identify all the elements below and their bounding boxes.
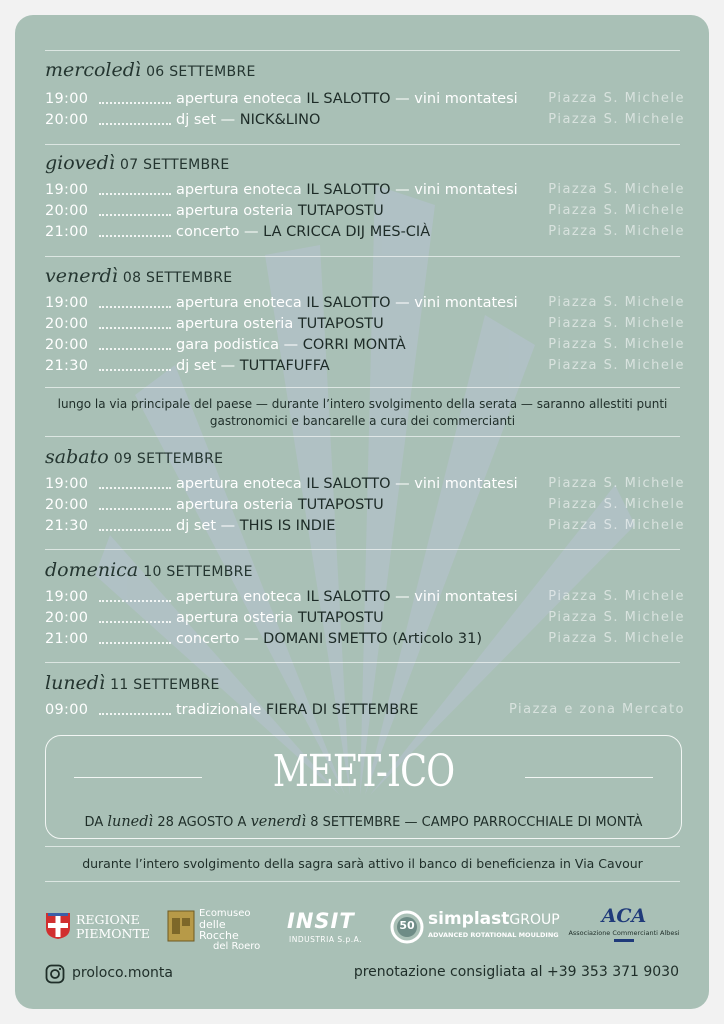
day-name: giovedì <box>45 152 115 174</box>
event-time: 20:00 <box>45 337 89 353</box>
event-location: Piazza S. Michele <box>548 295 685 310</box>
day-name: mercoledì <box>45 59 141 81</box>
dotted-leader <box>99 369 171 371</box>
aca-logo: ACA Associazione Commercianti Albesi <box>568 907 680 947</box>
meetico-title: MEET-ICO <box>272 746 455 797</box>
simplast-group-logo: 50 simplastGROUP ADVANCED ROTATIONAL MOULDING <box>390 907 540 947</box>
event-location: Piazza S. Michele <box>548 91 685 106</box>
event-desc: apertura osteria <box>176 497 298 513</box>
event-time: 21:00 <box>45 631 89 647</box>
event-desc: concerto — <box>176 631 264 647</box>
divider <box>45 256 680 257</box>
event-location: Piazza S. Michele <box>548 358 685 373</box>
event-time: 09:00 <box>45 702 89 718</box>
event-location: Piazza S. Michele <box>548 631 685 646</box>
booking-phone: prenotazione consigliata al +39 353 371 9030 <box>353 964 679 980</box>
event-location: Piazza S. Michele <box>548 476 685 491</box>
divider <box>45 662 680 663</box>
event-location: Piazza S. Michele <box>548 337 685 352</box>
dotted-leader <box>99 713 171 715</box>
event-time: 21:30 <box>45 358 89 374</box>
event-desc: apertura osteria <box>176 203 298 219</box>
day-date: 09 SETTEMBRE <box>113 451 224 467</box>
event-location: Piazza e zona Mercato <box>508 702 685 717</box>
event-location: Piazza S. Michele <box>548 316 685 331</box>
event-time: 19:00 <box>45 295 89 311</box>
event-highlight: DOMANI SMETTO (Articolo 31) <box>263 631 482 647</box>
event-time: 21:00 <box>45 224 89 240</box>
event-time: 19:00 <box>45 476 89 492</box>
street-food-note: lungo la via principale del paese — durante l’intero svolgimento della serata — saranno allestiti punti gastronomici e bancarelle a cura dei commercianti <box>57 397 668 428</box>
event-desc: dj set — <box>176 112 240 128</box>
event-row <box>45 476 685 496</box>
event-extra: — vini montatesi <box>390 182 518 198</box>
day-date: 08 SETTEMBRE <box>122 270 233 286</box>
regione-piemonte-logo: REGIONE PIEMONTE <box>45 907 145 947</box>
event-highlight: THIS IS INDIE <box>239 518 336 534</box>
event-highlight: NICK&LINO <box>239 112 321 128</box>
day-name: venerdì <box>45 265 118 287</box>
day-heading-venerdi <box>45 265 232 287</box>
event-row <box>45 182 685 202</box>
event-location: Piazza S. Michele <box>548 203 685 218</box>
event-row <box>45 610 685 630</box>
event-highlight: TUTAPOSTU <box>297 203 384 219</box>
event-desc: tradizionale <box>176 702 266 718</box>
event-desc: dj set — <box>176 518 240 534</box>
divider <box>45 846 680 847</box>
event-row <box>45 518 685 538</box>
dotted-leader <box>99 487 171 489</box>
event-row <box>45 589 685 609</box>
dotted-leader <box>99 102 171 104</box>
event-highlight: TUTAPOSTU <box>297 316 384 332</box>
event-time: 20:00 <box>45 610 89 626</box>
event-row <box>45 358 685 378</box>
event-highlight: IL SALOTTO <box>306 476 391 492</box>
event-time: 19:00 <box>45 589 89 605</box>
dotted-leader <box>99 327 171 329</box>
divider <box>45 436 680 437</box>
event-desc: gara podistica — <box>176 337 303 353</box>
event-desc: apertura osteria <box>176 610 298 626</box>
dotted-leader <box>99 600 171 602</box>
divider <box>45 881 680 882</box>
day-heading-giovedi <box>45 152 230 174</box>
event-row <box>45 203 685 223</box>
event-desc: concerto — <box>176 224 264 240</box>
event-location: Piazza S. Michele <box>548 610 685 625</box>
event-desc: apertura enoteca <box>176 476 307 492</box>
event-highlight: TUTTAFUFFA <box>239 358 330 374</box>
event-location: Piazza S. Michele <box>548 589 685 604</box>
dotted-leader <box>99 642 171 644</box>
dotted-leader <box>99 508 171 510</box>
day-heading-mercoledi <box>45 59 256 81</box>
day-name: sabato <box>45 446 109 468</box>
event-row <box>45 224 685 244</box>
event-extra: — vini montatesi <box>390 295 518 311</box>
event-highlight: FIERA DI SETTEMBRE <box>265 702 419 718</box>
dotted-leader <box>99 214 171 216</box>
event-row <box>45 631 685 651</box>
day-date: 07 SETTEMBRE <box>120 157 230 173</box>
event-highlight: IL SALOTTO <box>306 295 391 311</box>
event-row <box>45 702 685 722</box>
instagram-icon <box>45 964 65 984</box>
day-date: 11 SETTEMBRE <box>110 677 220 693</box>
charity-note: durante l’intero svolgimento della sagra sarà attivo il banco di beneficienza in Via Cavour <box>82 856 643 871</box>
day-heading-sabato <box>45 446 223 468</box>
dotted-leader <box>99 193 171 195</box>
event-highlight: TUTAPOSTU <box>297 497 384 513</box>
event-desc: dj set — <box>176 358 240 374</box>
event-location: Piazza S. Michele <box>548 182 685 197</box>
event-time: 19:00 <box>45 182 89 198</box>
event-extra: — vini montatesi <box>390 91 518 107</box>
event-extra: — vini montatesi <box>390 476 518 492</box>
event-row <box>45 316 685 336</box>
event-desc: apertura enoteca <box>176 182 307 198</box>
event-location: Piazza S. Michele <box>548 112 685 127</box>
event-highlight: IL SALOTTO <box>306 589 391 605</box>
event-time: 21:30 <box>45 518 89 534</box>
event-time: 20:00 <box>45 316 89 332</box>
insit-logo: INSIT INDUSTRIA S.p.A. <box>287 909 363 944</box>
event-desc: apertura enoteca <box>176 91 307 107</box>
divider <box>45 549 680 550</box>
event-highlight: CORRI MONTÀ <box>302 337 406 353</box>
dotted-leader <box>99 529 171 531</box>
event-time: 20:00 <box>45 497 89 513</box>
event-row <box>45 497 685 517</box>
dotted-leader <box>99 306 171 308</box>
dotted-leader <box>99 123 171 125</box>
dotted-leader <box>99 235 171 237</box>
event-location: Piazza S. Michele <box>548 518 685 533</box>
event-desc: apertura enoteca <box>176 589 307 605</box>
event-poster <box>15 15 709 1009</box>
instagram-link[interactable] <box>45 964 245 986</box>
event-desc: apertura enoteca <box>176 295 307 311</box>
event-location: Piazza S. Michele <box>548 224 685 239</box>
event-location: Piazza S. Michele <box>548 497 685 512</box>
day-name: domenica <box>45 559 139 581</box>
day-date: 06 SETTEMBRE <box>146 64 256 80</box>
event-highlight: LA CRICCA DIJ MES-CIÀ <box>263 224 431 240</box>
divider <box>45 50 680 51</box>
anniversary-badge: 50 <box>399 919 415 932</box>
event-row <box>45 295 685 315</box>
event-row <box>45 91 685 111</box>
event-time: 20:00 <box>45 112 89 128</box>
day-heading-domenica <box>45 559 253 581</box>
event-extra: — vini montatesi <box>390 589 518 605</box>
meetico-box <box>45 735 682 839</box>
dotted-leader <box>99 348 171 350</box>
event-desc: apertura osteria <box>176 316 298 332</box>
ecomuseo-rocche-roero-logo: Ecomuseo delle Rocche del Roero <box>167 907 267 947</box>
meetico-dates: DA lunedì 28 AGOSTO A venerdì 8 SETTEMBRE — CAMPO PARROCCHIALE DI MONTÀ <box>84 814 643 830</box>
divider <box>45 144 680 145</box>
event-time: 19:00 <box>45 91 89 107</box>
event-time: 20:00 <box>45 203 89 219</box>
instagram-handle: proloco.monta <box>72 965 173 981</box>
divider <box>45 387 680 388</box>
event-row <box>45 112 685 132</box>
dotted-leader <box>99 621 171 623</box>
day-date: 10 SETTEMBRE <box>143 564 253 580</box>
event-highlight: IL SALOTTO <box>306 91 391 107</box>
day-name: lunedì <box>45 672 106 694</box>
event-highlight: IL SALOTTO <box>306 182 391 198</box>
event-row <box>45 337 685 357</box>
day-heading-lunedi <box>45 672 220 694</box>
event-highlight: TUTAPOSTU <box>297 610 384 626</box>
